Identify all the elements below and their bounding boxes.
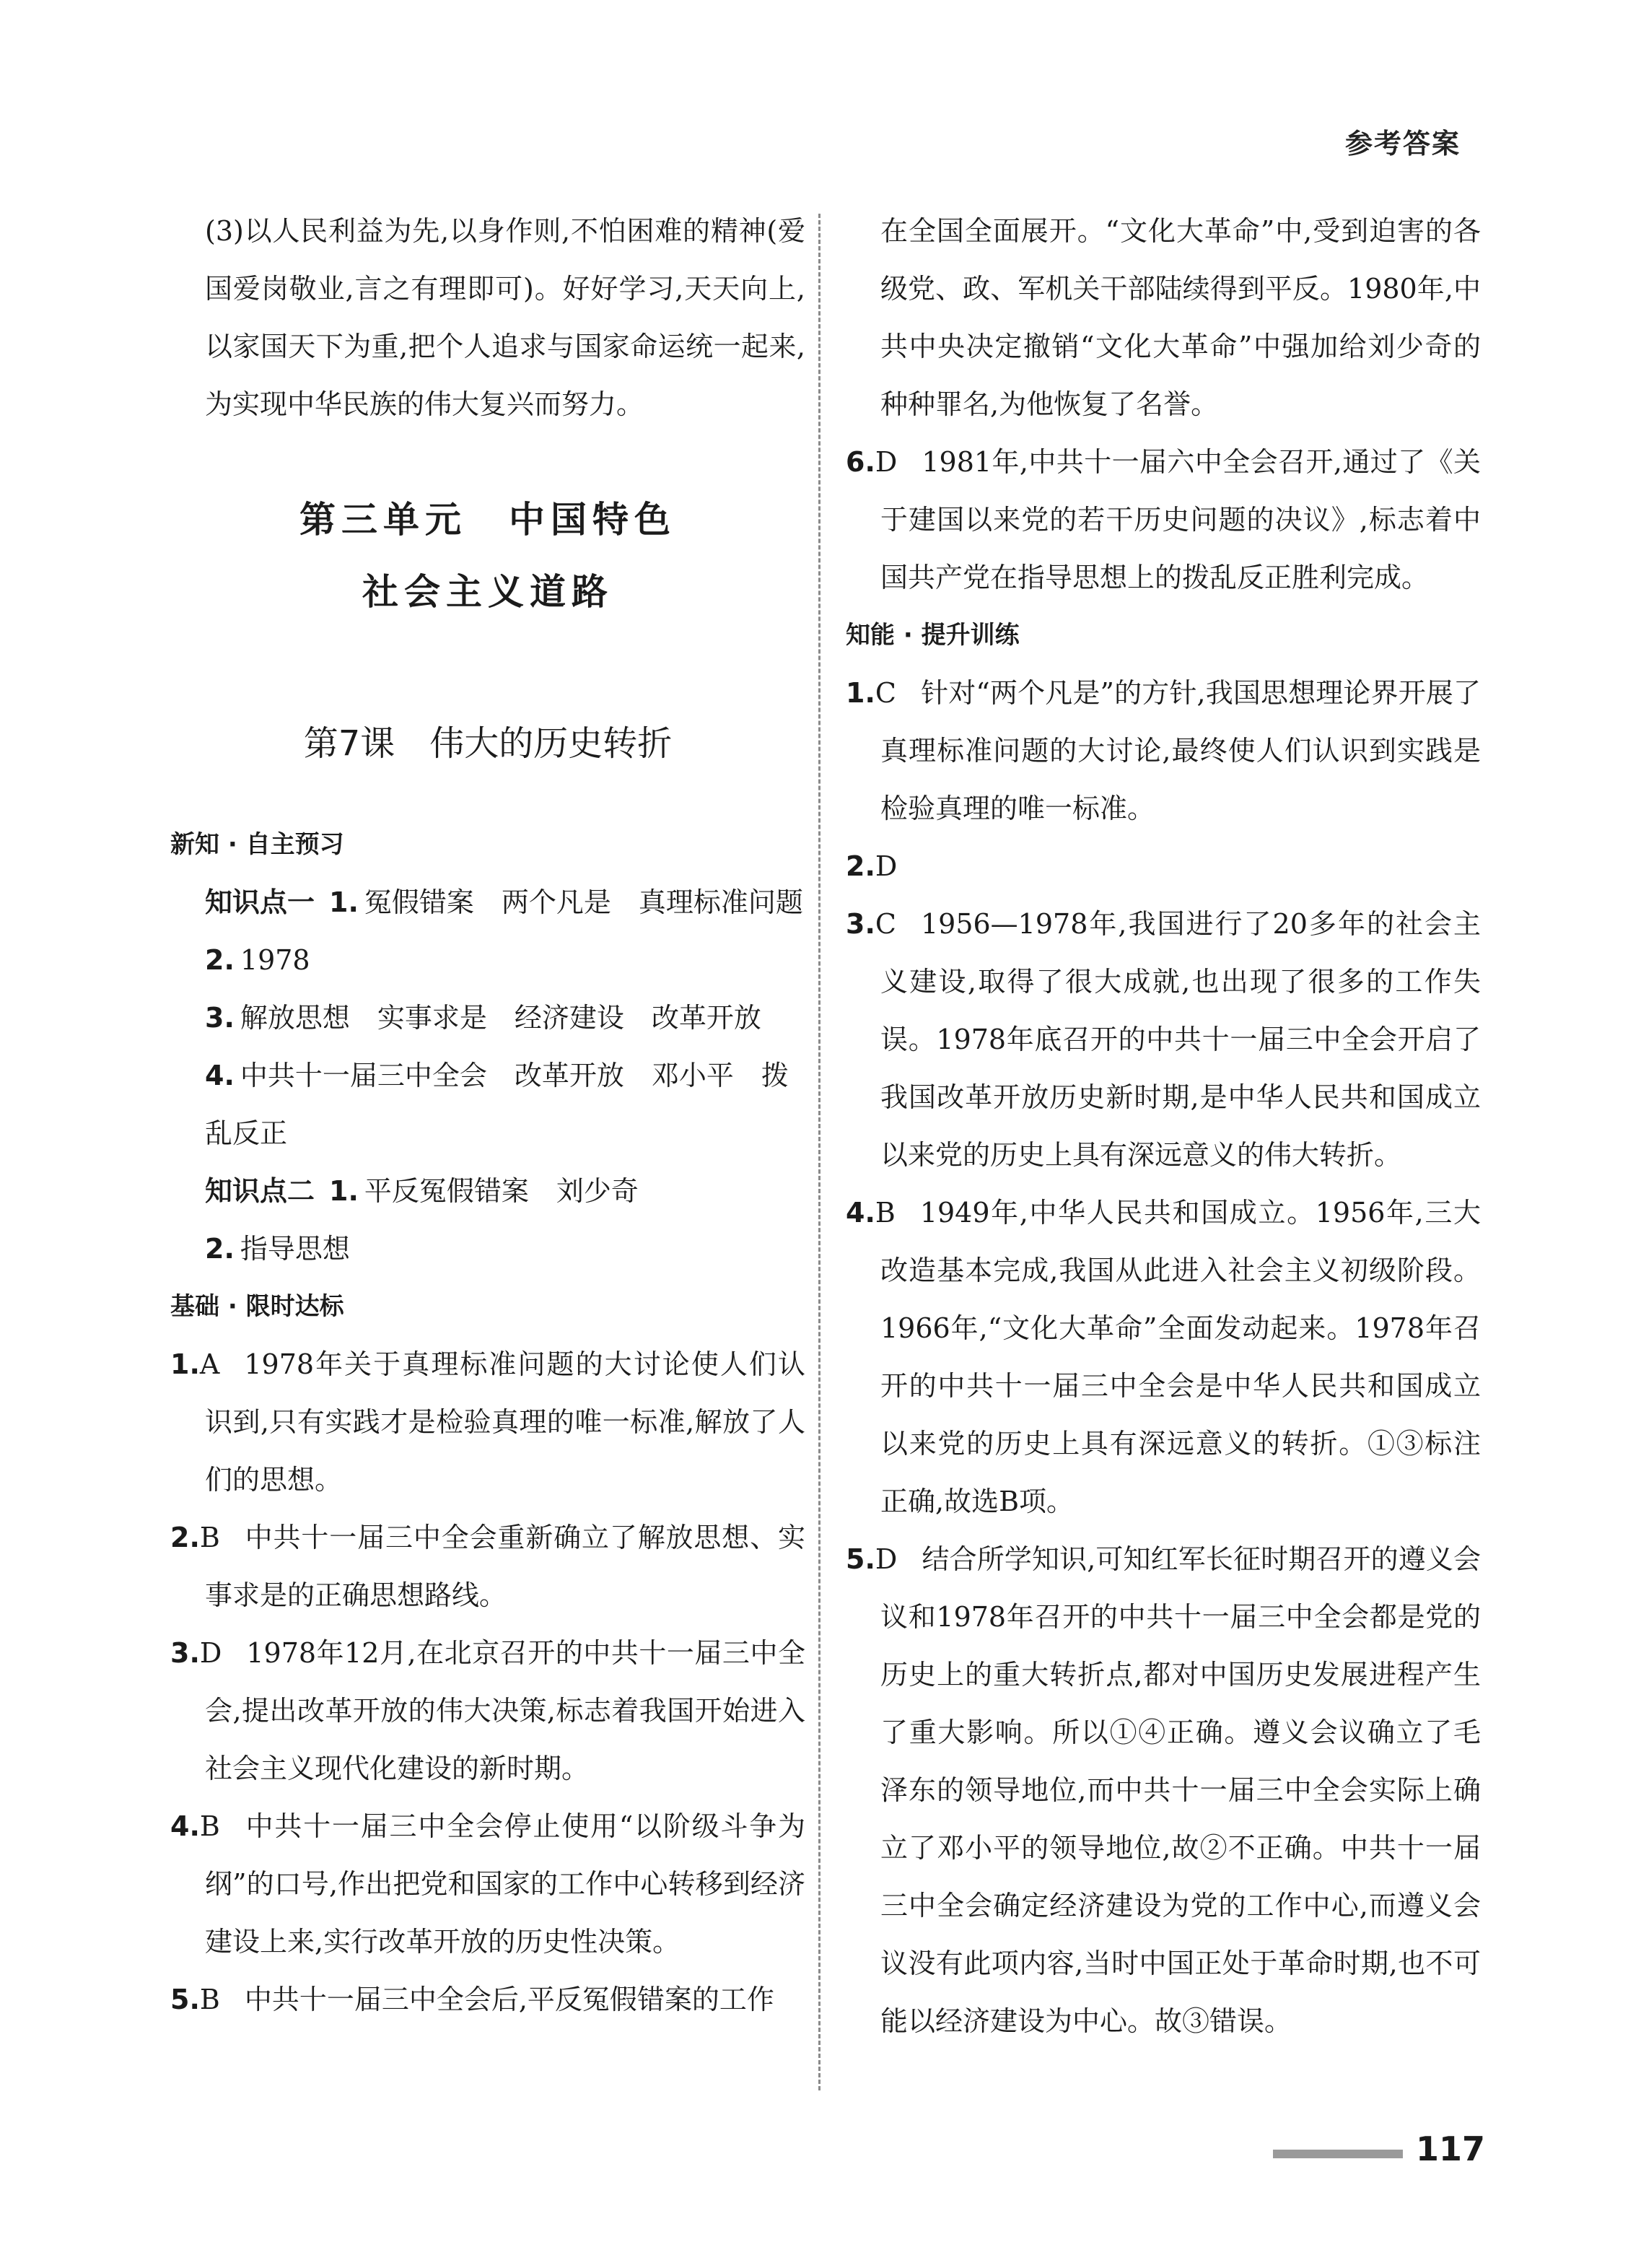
intro-paragraph: (3)以人民利益为先,以身作则,不怕困难的精神(爱国爱岗敬业,言之有理即可)。好好学习,天天向上,以家国天下为重,把个人追求与国家命运统一起来,为实现中华民族的伟大复兴而努力。	[205, 215, 805, 420]
unit-title-line2: 社会主义道路	[362, 570, 613, 613]
page-number: 117	[1416, 2129, 1486, 2168]
knowledge-point-2-item-1: 知识点二 1. 平反冤假错案 刘少奇	[205, 1175, 639, 1207]
section-heading-basic: 基础 · 限时达标	[170, 1292, 344, 1321]
basic-answer-3: 3.D 1978年12月,在北京召开的中共十一届三中全会,提出改革开放的伟大决策,标志着我国开始进入社会主义现代化建设的新时期。	[170, 1637, 805, 1784]
footer-bar	[1273, 2150, 1403, 2158]
basic-answer-2: 2.B 中共十一届三中全会重新确立了解放思想、实事求是的正确思想路线。	[170, 1522, 805, 1611]
advanced-answer-3: 3.C 1956—1978年,我国进行了20多年的社会主义建设,取得了很大成就,也出现了很多的工作失误。1978年底召开的中共十一届三中全会开启了我国改革开放历史新时期,是中华人民共和国成立以来党的历史上具有深远意义的伟大转折。	[846, 908, 1481, 1171]
basic-answer-6: 6.D 1981年,中共十一届六中全会召开,通过了《关于建国以来党的若干历史问题的决议》,标志着中国共产党在指导思想上的拨乱反正胜利完成。	[846, 446, 1481, 593]
section-heading-advanced: 知能 · 提升训练	[846, 621, 1020, 650]
section-heading-preview: 新知 · 自主预习	[170, 830, 344, 859]
lesson-title: 第7课 伟大的历史转折	[303, 723, 673, 764]
knowledge-point-1-item-1: 知识点一 1. 冤假错案 两个凡是 真理标准问题	[205, 886, 803, 918]
column-divider	[818, 214, 820, 2090]
continuation-paragraph: 在全国全面展开。“文化大革命”中,受到迫害的各级党、政、军机关干部陆续得到平反。1980年,中共中央决定撤销“文化大革命”中强加给刘少奇的种种罪名,为他恢复了名誉。	[880, 215, 1481, 420]
page-header-tag: 参考答案	[1344, 128, 1461, 160]
advanced-answer-4: 4.B 1949年,中华人民共和国成立。1956年,三大改造基本完成,我国从此进入社会主义初级阶段。1966年,“文化大革命”全面发动起来。1978年召开的中共十一届三中全会是中华人民共和国成立以来党的历史上具有深远意义的转折。①③标注正确,故选B项。	[846, 1197, 1481, 1517]
basic-answer-4: 4.B 中共十一届三中全会停止使用“以阶级斗争为纲”的口号,作出把党和国家的工作中心转移到经济建设上来,实行改革开放的历史性决策。	[170, 1810, 805, 1958]
advanced-answer-2: 2.D	[846, 850, 898, 882]
unit-title-line1: 第三单元 中国特色	[299, 498, 676, 541]
knowledge-point-1-item-4: 4. 中共十一届三中全会 改革开放 邓小平 拨乱反正	[205, 1060, 789, 1149]
advanced-answer-5: 5.D 结合所学知识,可知红军长征时期召开的遵义会议和1978年召开的中共十一届三中全会都是党的历史上的重大转折点,都对中国历史发展进程产生了重大影响。所以①④正确。遵义会议确立了毛泽东的领导地位,而中共十一届三中全会实际上确立了邓小平的领导地位,故②不正确。中共十一届三中全会确定经济建设为党的工作中心,而遵义会议没有此项内容,当时中国正处于革命时期,也不可能以经济建设为中心。故③错误。	[846, 1543, 1481, 2037]
knowledge-point-1-item-3: 3. 解放思想 实事求是 经济建设 改革开放	[205, 1002, 761, 1034]
basic-answer-1: 1.A 1978年关于真理标准问题的大讨论使人们认识到,只有实践才是检验真理的唯一标准,解放了人们的思想。	[170, 1348, 805, 1496]
advanced-answer-1: 1.C 针对“两个凡是”的方针,我国思想理论界开展了真理标准问题的大讨论,最终使人们认识到实践是检验真理的唯一标准。	[846, 677, 1481, 824]
knowledge-point-1-label: 知识点一	[205, 886, 315, 918]
basic-answer-5: 5.B 中共十一届三中全会后,平反冤假错案的工作	[170, 1984, 774, 2015]
knowledge-point-2-label: 知识点二	[205, 1175, 315, 1207]
left-column	[170, 202, 805, 2028]
right-column	[846, 202, 1481, 2050]
knowledge-point-1-item-2: 2. 1978	[205, 944, 310, 976]
knowledge-point-2-item-2: 2. 指导思想	[205, 1233, 350, 1265]
